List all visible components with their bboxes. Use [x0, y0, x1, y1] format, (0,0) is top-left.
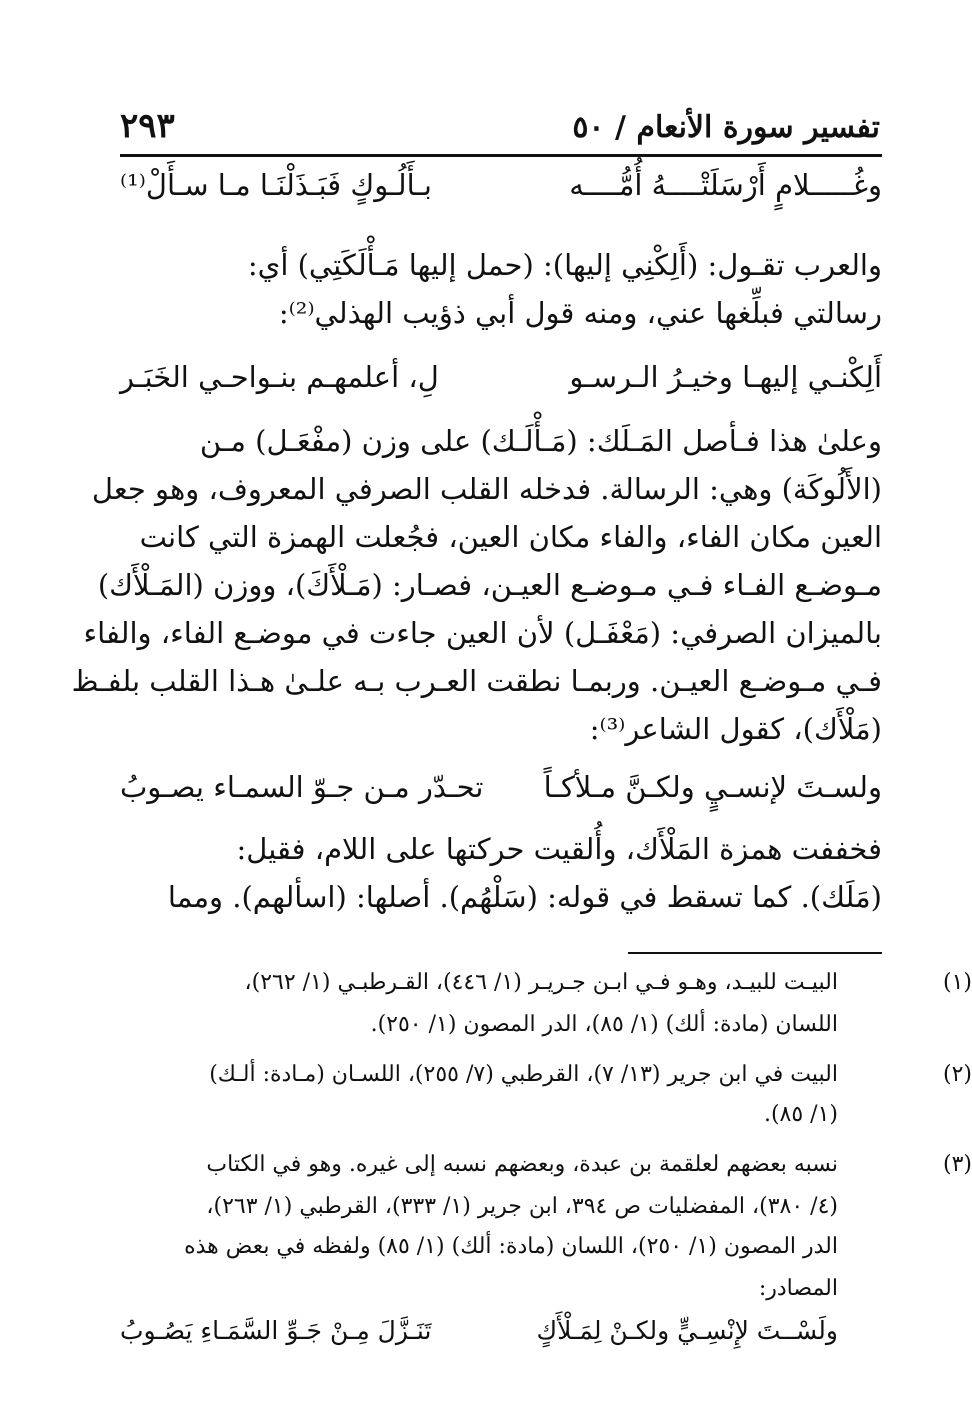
- verse-3: [120, 770, 882, 818]
- paragraph-3-line: (مَلَك). كما تسقط في قوله: (سَلْهُم). أصلها: (اسألهم). ومما: [167, 880, 882, 914]
- footnote-3-number: (٣): [942, 1152, 972, 1177]
- verse-1: [120, 168, 882, 216]
- header-rule: [120, 154, 882, 157]
- footnote-2-line: البيت في ابن جرير (١٣/ ٧)، القرطبي (٧/ ٢٥٥)، اللسـان (مـادة: ألـك): [209, 1062, 838, 1087]
- paragraph-2-line: فـي مـوضـع العيـن. وربمـا نطقت العـرب بـه علـىٰ هـذا القلب بلفـظ: [71, 664, 882, 698]
- paragraph-2-line: العين مكان الفاء، والفاء مكان العين، فجُعلت الهمزة التي كانت: [139, 520, 882, 554]
- verse-1-first-hemistich: وغُـــــلامٍ أَرْسَلَتْــــهُ أُمُّــــه: [569, 168, 882, 202]
- paragraph-1-line-2: رسالتي فبلِّغها عني، ومنه قول أبي ذؤيب الهذلي⁽²⁾:: [278, 296, 882, 330]
- verse-1-second-hemistich: بـأَلُـوكٍ فَبَـذَلْنَـا مـا سـأَلْ⁽¹⁾: [120, 168, 432, 202]
- footnote-3-line: الدر المصون (١/ ٢٥٠)، اللسان (مادة: ألك) (١/ ٨٥) ولفظه في بعض هذه: [184, 1234, 838, 1259]
- page-number: ٢٩٣: [120, 106, 175, 146]
- verse-2-second-hemistich: لِ، أعلمهـم بنـواحـي الخَبَـر: [120, 360, 439, 394]
- footnote-1-line: اللسان (مادة: ألك) (١/ ٨٥)، الدر المصون (١/ ٢٥٠).: [370, 1012, 838, 1037]
- footnote-3-verse: [120, 1316, 838, 1356]
- page-header: [120, 104, 880, 154]
- paragraph-2-line: (مَلْأَك)، كقول الشاعر⁽³⁾:: [589, 712, 882, 746]
- footnote-separator: [628, 952, 882, 954]
- footnote-2-line: (١/ ٨٥).: [763, 1102, 838, 1127]
- footnote-1-number: (١): [942, 970, 972, 995]
- footnote-1-line: البيـت للبيـد، وهـو فـي ابـن جـريـر (١/ ٤٤٦)، القـرطبـي (١/ ٢٦٢)،: [244, 970, 838, 995]
- footnote-3-verse-second-hemistich: تَنَـزَّلَ مِـنْ جَـوِّ السَّمَـاءِ يَصُـوبُ: [120, 1316, 432, 1345]
- verse-3-second-hemistich: تحـدّر مـن جـوّ السمـاء يصـوبُ: [120, 770, 484, 804]
- paragraph-2-line: (الأَلُوكَة) وهي: الرسالة. فدخله القلب الصرفي المعروف، وهو جعل: [91, 472, 882, 506]
- verse-2-first-hemistich: أَلِكْنـي إليهـا وخيـرُ الـرسـو: [569, 360, 882, 394]
- footnote-3-verse-first-hemistich: ولَسْــتَ لإِنْسِـيٍّ ولكـنْ لِمَـلْأَكٍ: [536, 1316, 838, 1345]
- footnote-3-line: نسبه بعضهم لعلقمة بن عبدة، وبعضهم نسبه إلى غيره. وهو في الكتاب: [206, 1152, 838, 1177]
- paragraph-3-line: فخففت همزة المَلْأَك، وأُلقيت حركتها على اللام، فقيل:: [236, 832, 882, 866]
- footnote-3-line: (٤/ ٣٨٠)، المفضليات ص ٣٩٤، ابن جرير (١/ ٣٣٣)، القرطبي (١/ ٢٦٣)،: [206, 1194, 838, 1219]
- paragraph-2-line: وعلىٰ هذا فـأصل المَـلَك: (مَـأْلَـك) على وزن (مفْعَـل) مـن: [199, 424, 882, 458]
- paragraph-1-line-1: والعرب تقـول: (أَلِكْنِي إليها): (حمل إليها مَـأْلَكَتِي) أي:: [247, 248, 882, 282]
- paragraph-2-line: مـوضـع الفـاء فـي مـوضـع العيـن، فصـار: (مَـلْأَكَ)، ووزن (المَـلْأَك): [97, 568, 882, 602]
- running-title: تفسير سورة الأنعام / ٥٠: [572, 110, 880, 145]
- verse-2: [120, 360, 882, 408]
- paragraph-2-line: بالميزان الصرفي: (مَعْفَـل) لأن العين جاءت في موضـع الفاء، والفاء: [83, 616, 882, 650]
- footnote-2-number: (٢): [942, 1062, 972, 1087]
- verse-3-first-hemistich: ولسـتَ لإنسـيٍ ولكـنَّ مـلأكـاً: [543, 770, 882, 804]
- footnote-3-line: المصادر:: [758, 1276, 838, 1301]
